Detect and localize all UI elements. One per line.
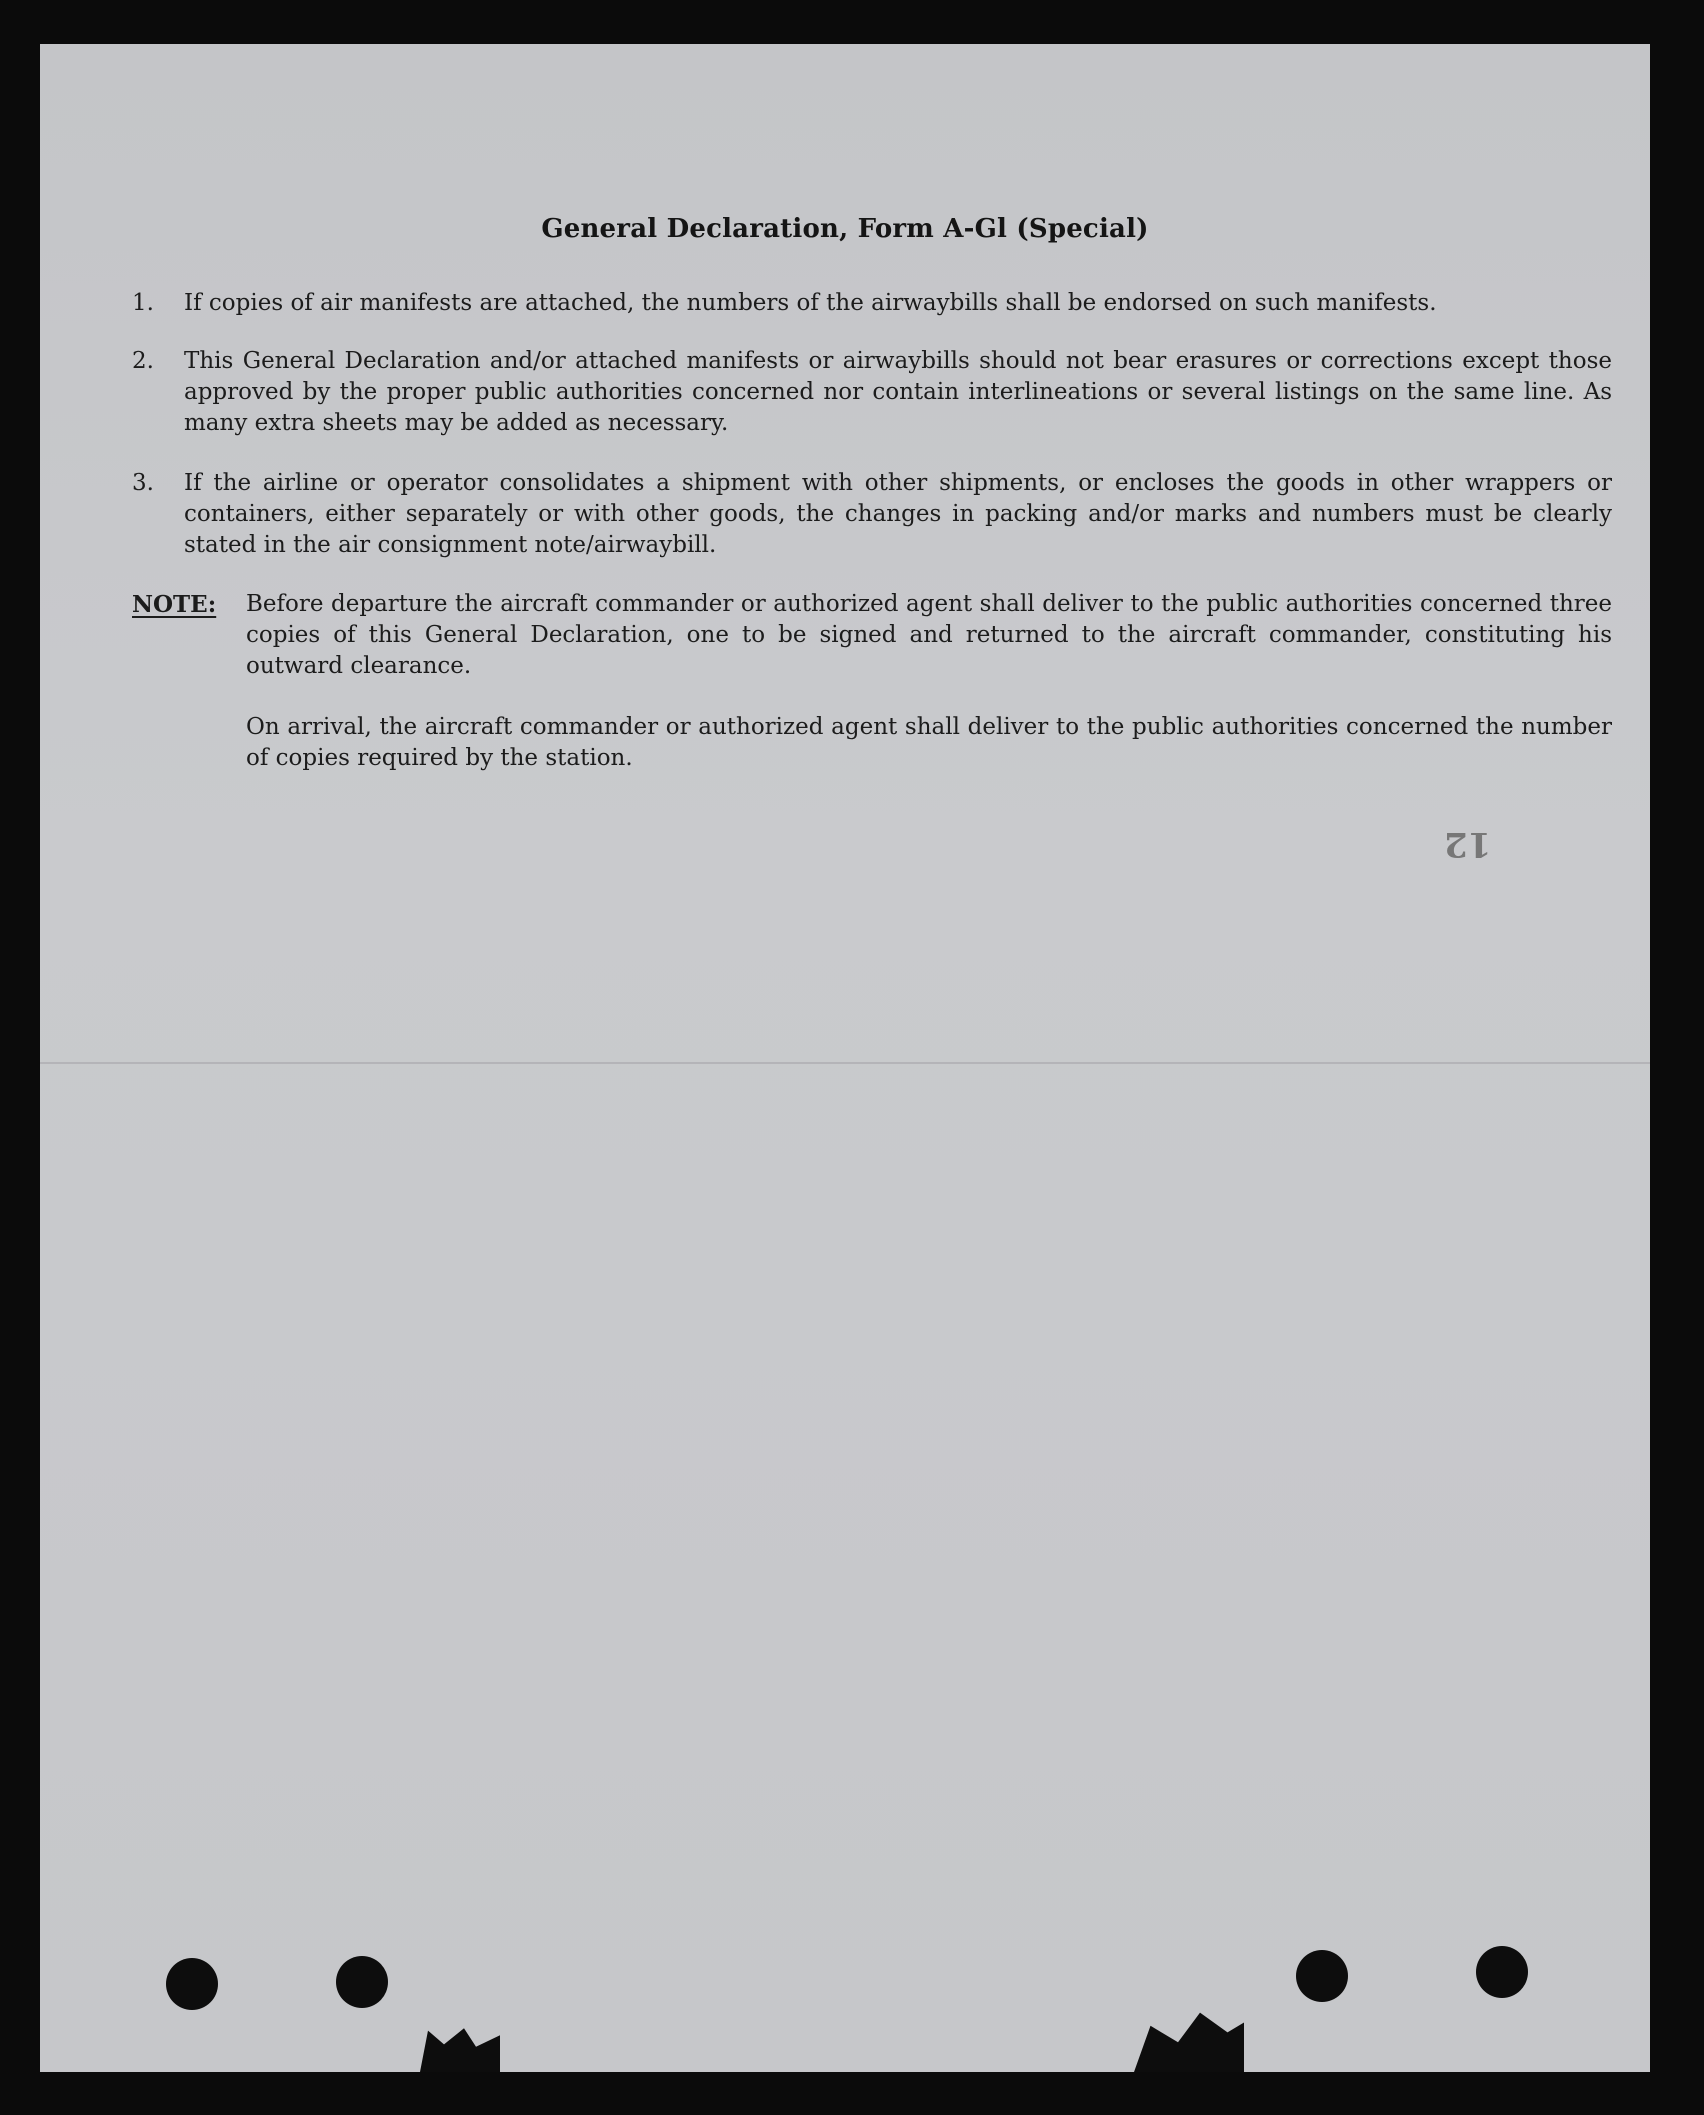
instruction-item-1 [132, 288, 1612, 319]
punch-hole [1296, 1950, 1348, 2002]
torn-edge [1134, 2006, 1244, 2072]
punch-hole [166, 1958, 218, 2010]
item-text: This General Declaration and/or attached manifests or airwaybills should not bear erasures or corrections except those approved by the proper public authorities concerned nor contain interlineations or several listings on the same line. As many extra sheets may be added as necessary. [184, 348, 1612, 436]
punch-hole [1476, 1946, 1528, 1998]
instruction-item-2 [132, 346, 1612, 439]
note-paragraph-1: Before departure the aircraft commander or authorized agent shall deliver to the public authorities concerned three copies of this General Declaration, one to be signed and returned to the aircraft commander, constituting his outward clearance. [246, 591, 1612, 679]
document-title: General Declaration, Form A-Gl (Special) [541, 214, 1149, 244]
fold-line [40, 1062, 1650, 1064]
page-mark: 12 [1444, 824, 1492, 864]
item-number: 2. [132, 348, 154, 374]
item-text: If the airline or operator consolidates a shipment with other shipments, or encloses the goods in other wrappers or containers, either separately or with other goods, the changes in packing and/or marks and numbers must be clearly stated in the air consignment note/airwaybill. [184, 470, 1612, 558]
instruction-item-3 [132, 468, 1612, 561]
document-sheet [40, 44, 1650, 2072]
item-number: 1. [132, 290, 154, 316]
note-label: NOTE: [132, 591, 217, 618]
torn-edge [420, 2026, 500, 2072]
item-text: If copies of air manifests are attached, the numbers of the airwaybills shall be endorsed on such manifests. [184, 290, 1437, 316]
note-paragraph-2: On arrival, the aircraft commander or authorized agent shall deliver to the public authorities concerned the number of copies required by the station. [246, 714, 1612, 771]
note-block [132, 589, 1612, 682]
item-number: 3. [132, 470, 154, 496]
punch-hole [336, 1956, 388, 2008]
